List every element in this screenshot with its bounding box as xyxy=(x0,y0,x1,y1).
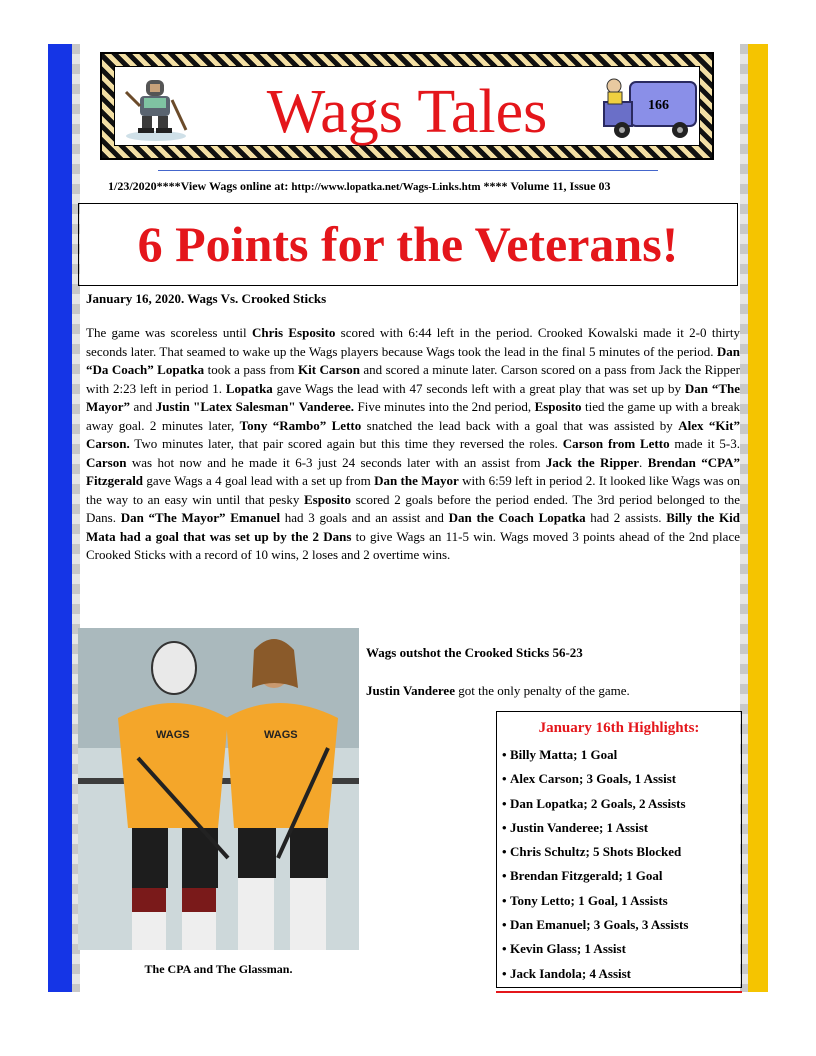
article-subhead: January 16, 2020. Wags Vs. Crooked Sticks xyxy=(86,291,327,306)
list-item: • Dan Lopatka; 2 Goals, 2 Assists xyxy=(502,795,686,811)
photo-caption: The CPA and The Glassman. xyxy=(144,962,293,976)
right-border-bar xyxy=(748,44,768,992)
headline: 6 Points for the Veterans! xyxy=(137,216,679,272)
team-photo xyxy=(78,628,359,950)
list-item: • Tony Letto; 1 Goal, 1 Assists xyxy=(502,892,668,908)
highlights-box xyxy=(496,711,742,988)
left-border-bar xyxy=(48,44,72,992)
list-item: • Jack Iandola; 4 Assist xyxy=(502,965,631,981)
list-item: • Brendan Fitzgerald; 1 Goal xyxy=(502,868,663,884)
issue-date: 1/23/2020 xyxy=(108,179,157,193)
list-item: • Dan Emanuel; 3 Goals, 3 Assists xyxy=(502,917,689,933)
shots-summary: Wags outshot the Crooked Sticks 56-23 xyxy=(366,645,583,660)
jersey-text-right: WAGS xyxy=(264,729,298,741)
penalty-player: Justin Vanderee xyxy=(366,683,455,698)
highlights-title: January 16th Highlights: xyxy=(538,720,700,736)
list-item: • Alex Carson; 3 Goals, 1 Assist xyxy=(502,771,677,787)
penalty-summary xyxy=(366,683,630,699)
volume-issue: **** Volume 11, Issue 03 xyxy=(480,179,611,193)
hockey-player-clipart-icon xyxy=(120,72,192,142)
website-link[interactable]: http://www.lopatka.net/Wags-Links.htm xyxy=(291,181,481,193)
list-item: • Kevin Glass; 1 Assist xyxy=(502,941,626,957)
penalty-text: got the only penalty of the game. xyxy=(454,683,630,698)
list-item: • Justin Vanderee; 1 Assist xyxy=(502,819,649,835)
jersey-text-left: WAGS xyxy=(156,729,190,741)
masthead-divider xyxy=(158,170,658,171)
headline-box xyxy=(78,203,738,286)
article-body: The game was scoreless until Chris Esposito scored with 6:44 left in the period. Crooked Kowalski made it 2-0 thirty seconds later. That seamed to wake up the Wags players because Wags took the lead in the final 5 minutes of the period. Dan “Da Coach” Lopatka took a pass from Kit Carson and scored a minute later. Carson scored on a pass from Jack the Ripper with 2:23 left in period 1. Lopatka gave Wags the lead with 47 seconds left with a great play that was set up by Dan “The Mayor” and Justin "Latex Salesman" Vanderee. Five minutes into the 2nd period, Esposito tied the game up with a break away goal. 2 minutes later, Tony “Rambo” Letto snatched the lead back with a goal that was assisted by Alex “Kit” Carson. Two minutes later, that pair scored again but this time they reversed the roles. Carson from Letto made it 5-3. Carson was hot now and he made it 6-3 just 24 seconds later with an assist from Jack the Ripper. Brendan “CPA” Fitzgerald gave Wags a 4 goal lead with a set up from Dan the Mayor with 6:59 left in period 2. It looked like Wags was on the way to an easy win until that pesky Esposito scored 2 goals before the period ended. The 3rd period belonged to the Dans. Dan “The Mayor” Emanuel had 3 goals and an assist and Dan the Coach Lopatka had 2 assists. Billy the Kid Mata had a goal that was set up by the 2 Dans to give Wags an 11-5 win. Wags moved 3 points ahead of the 2nd place Crooked Sticks with a record of 10 wins, 2 loses and 2 overtime wins. xyxy=(86,325,741,562)
dateline-prefix: ****View Wags online at: xyxy=(156,179,292,193)
newsletter-title: Wags Tales xyxy=(266,78,548,146)
highlights-list xyxy=(497,743,741,986)
issue-number-badge: 166 xyxy=(648,98,669,113)
players-photo-illustration xyxy=(78,628,359,950)
list-item: • Billy Matta; 1 Goal xyxy=(502,747,618,762)
highlights-divider xyxy=(496,991,742,993)
dateline xyxy=(108,179,728,194)
list-item: • Chris Schultz; 5 Shots Blocked xyxy=(502,844,682,860)
